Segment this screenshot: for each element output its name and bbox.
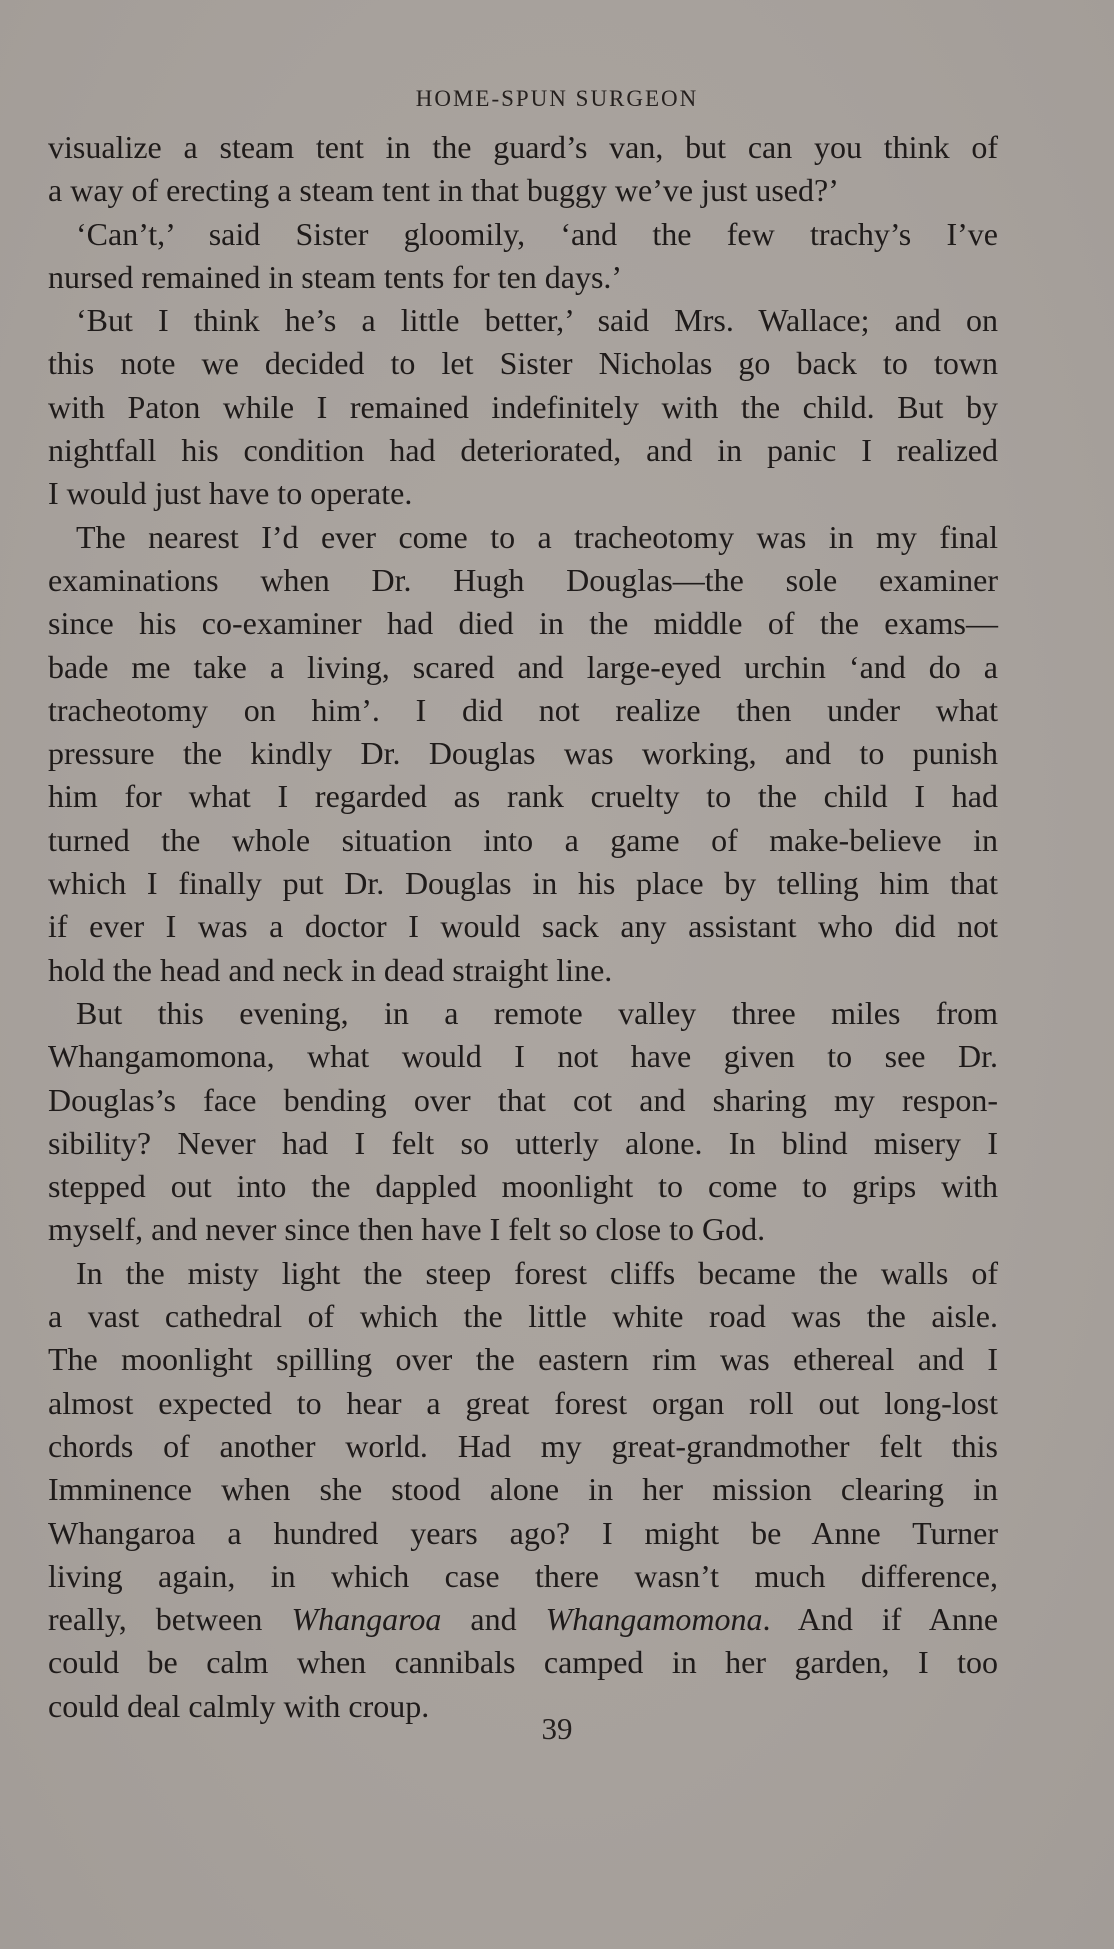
text-line [48, 1122, 998, 1165]
text-line [48, 646, 998, 689]
text-run: bade me take a living, scared and large-eyed urchin ‘and do a [48, 648, 998, 685]
text-run: a way of erecting a steam tent in that buggy we’ve just used?’ [48, 172, 839, 209]
text-run: pressure the kindly Dr. Douglas was working, and to punish [48, 735, 998, 772]
text-run: him for what I regarded as rank cruelty to the child I had [48, 778, 998, 815]
text-run: Douglas’s face bending over that cot and sharing my respon- [48, 1081, 998, 1118]
text-line [48, 1598, 998, 1641]
text-line [48, 602, 998, 645]
text-run: living again, in which case there wasn’t much difference, [48, 1557, 998, 1594]
text-run: . And if Anne [762, 1601, 999, 1638]
text-line [48, 213, 998, 256]
text-run: chords of another world. Had my great-grandmother felt this [48, 1427, 998, 1464]
text-line [48, 342, 998, 385]
text-line [48, 1035, 998, 1078]
text-run: nightfall his condition had deteriorated, and in panic I realized [48, 432, 998, 469]
text-run: Whangamomona, what would I not have given to see Dr. [48, 1038, 998, 1075]
text-run: I would just have to operate. [48, 475, 413, 512]
text-run: examinations when Dr. Hugh Douglas—the sole examiner [48, 561, 998, 598]
text-line [48, 1641, 998, 1684]
text-run: since his co-examiner had died in the middle of the exams— [48, 605, 998, 642]
text-run: nursed remained in steam tents for ten days.’ [48, 258, 623, 295]
text-run: which I finally put Dr. Douglas in his place by telling him that [48, 865, 998, 902]
text-run: this note we decided to let Sister Nicholas go back to town [48, 345, 998, 382]
text-line [48, 689, 998, 732]
text-line [48, 256, 998, 299]
text-run: hold the head and neck in dead straight line. [48, 951, 613, 988]
text-line [48, 1295, 998, 1338]
text-line [48, 1208, 998, 1251]
text-run: Whangaroa a hundred years ago? I might be Anne Turner [48, 1514, 998, 1551]
text-run: The nearest I’d ever come to a tracheotomy was in my final [76, 518, 998, 555]
text-line [48, 386, 998, 429]
italic-text: Whangamomona [545, 1601, 763, 1638]
text-line [48, 1425, 998, 1468]
text-line [48, 1079, 998, 1122]
page-number: 39 [541, 1711, 573, 1746]
text-line [48, 905, 998, 948]
text-line [48, 775, 998, 818]
italic-text: Whangaroa [291, 1601, 442, 1638]
text-line [48, 516, 998, 559]
text-run: tracheotomy on him’. I did not realize then under what [48, 691, 998, 728]
text-run: sibility? Never had I felt so utterly alone. In blind misery I [48, 1124, 998, 1161]
text-run: could deal calmly with croup. [48, 1687, 430, 1724]
text-line [48, 949, 998, 992]
text-line [48, 126, 998, 169]
text-run: almost expected to hear a great forest organ roll out long-lost [48, 1384, 998, 1421]
text-run: if ever I was a doctor I would sack any assistant who did not [48, 908, 998, 945]
text-run: could be calm when cannibals camped in her garden, I too [48, 1644, 998, 1681]
text-line [48, 1338, 998, 1381]
text-line [48, 559, 998, 602]
text-line [48, 1512, 998, 1555]
text-run: In the misty light the steep forest cliffs became the walls of [76, 1254, 998, 1291]
running-head: HOME-SPUN SURGEON [415, 86, 699, 111]
text-line [48, 862, 998, 905]
text-line [48, 299, 998, 342]
text-run: ‘Can’t,’ said Sister gloomily, ‘and the few trachy’s I’ve [76, 215, 998, 252]
text-line [48, 429, 998, 472]
text-line [48, 169, 998, 212]
text-run: visualize a steam tent in the guard’s van, but can you think of [48, 129, 998, 165]
text-run: really, between [48, 1601, 292, 1638]
text-run: a vast cathedral of which the little white road was the aisle. [48, 1298, 998, 1335]
text-line [48, 819, 998, 862]
text-line [48, 1468, 998, 1511]
text-run: with Paton while I remained indefinitely with the child. But by [48, 388, 998, 425]
text-run: Imminence when she stood alone in her mission clearing in [48, 1471, 998, 1508]
text-run: The moonlight spilling over the eastern rim was ethereal and I [48, 1341, 998, 1378]
text-line [48, 472, 998, 515]
text-run: myself, and never since then have I felt so close to God. [48, 1211, 766, 1248]
body-text [48, 126, 998, 1728]
text-line [48, 992, 998, 1035]
text-run: stepped out into the dappled moonlight to come to grips with [48, 1168, 998, 1205]
text-line [48, 732, 998, 775]
text-run: ‘But I think he’s a little better,’ said Mrs. Wallace; and on [76, 302, 998, 339]
text-run: turned the whole situation into a game of make-believe in [48, 821, 998, 858]
text-line [48, 1555, 998, 1598]
text-line [48, 1382, 998, 1425]
text-line [48, 1252, 998, 1295]
text-run: But this evening, in a remote valley three miles from [76, 994, 998, 1031]
text-run: and [441, 1601, 546, 1638]
text-line [48, 1165, 998, 1208]
